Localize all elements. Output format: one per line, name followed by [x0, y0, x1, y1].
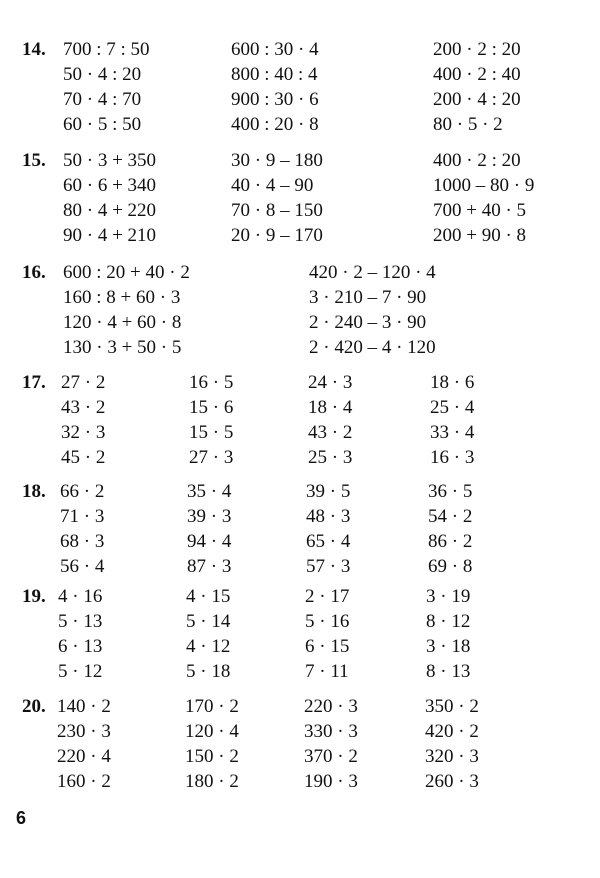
expression: 350 · 2 — [425, 696, 479, 717]
expression: 150 · 2 — [185, 746, 239, 767]
expression: 140 · 2 — [57, 696, 111, 717]
expression: 900 : 30 · 6 — [231, 89, 319, 110]
expression-column-3 — [304, 694, 358, 794]
expression: 20 · 9 – 170 — [231, 225, 323, 246]
expression-column-2 — [186, 584, 230, 684]
expression: 27 · 3 — [189, 447, 234, 468]
expression: 40 · 4 – 90 — [231, 175, 314, 196]
expression: 39 · 5 — [306, 481, 351, 502]
expression: 220 · 4 — [57, 746, 111, 767]
expression: 4 · 16 — [58, 586, 103, 607]
expression: 27 · 2 — [61, 372, 106, 393]
expression: 69 · 8 — [428, 556, 473, 577]
expression: 36 · 5 — [428, 481, 473, 502]
expression: 66 · 2 — [60, 481, 105, 502]
expression: 57 · 3 — [306, 556, 351, 577]
expression-column-1 — [57, 694, 111, 794]
expression-column-3 — [433, 37, 521, 137]
expression: 700 : 7 : 50 — [63, 39, 150, 60]
expression: 2 · 240 – 3 · 90 — [309, 312, 427, 333]
expression: 190 · 3 — [304, 771, 358, 792]
expression: 16 · 3 — [430, 447, 475, 468]
expression: 6 · 15 — [305, 636, 350, 657]
expression: 4 · 12 — [186, 636, 231, 657]
expression-column-1 — [58, 584, 102, 684]
expression: 5 · 18 — [186, 661, 231, 682]
expression: 68 · 3 — [60, 531, 105, 552]
exercise-number: 17. — [22, 372, 46, 393]
expression: 39 · 3 — [187, 506, 232, 527]
expression: 45 · 2 — [61, 447, 106, 468]
expression: 120 · 4 + 60 · 8 — [63, 312, 182, 333]
expression: 16 · 5 — [189, 372, 234, 393]
expression: 420 · 2 — [425, 721, 479, 742]
expression: 56 · 4 — [60, 556, 105, 577]
expression: 70 · 8 – 150 — [231, 200, 323, 221]
expression: 87 · 3 — [187, 556, 232, 577]
expression: 50 · 4 : 20 — [63, 64, 142, 85]
expression-column-4 — [426, 584, 470, 684]
expression: 80 · 5 · 2 — [433, 114, 503, 135]
expression-column-4 — [428, 479, 472, 579]
expression: 3 · 210 – 7 · 90 — [309, 287, 427, 308]
expression: 400 · 2 : 40 — [433, 64, 521, 85]
expression: 3 · 18 — [426, 636, 471, 657]
expression: 600 : 30 · 4 — [231, 39, 319, 60]
expression: 5 · 16 — [305, 611, 350, 632]
expression: 80 · 4 + 220 — [63, 200, 157, 221]
expression-column-4 — [425, 694, 479, 794]
exercise-number: 18. — [22, 481, 46, 502]
expression: 48 · 3 — [306, 506, 351, 527]
expression: 800 : 40 : 4 — [231, 64, 318, 85]
expression-column-1 — [63, 148, 156, 248]
expression: 1000 – 80 · 9 — [433, 175, 535, 196]
expression: 18 · 4 — [308, 397, 353, 418]
expression: 60 · 6 + 340 — [63, 175, 157, 196]
expression-column-1 — [63, 260, 190, 360]
expression: 200 · 2 : 20 — [433, 39, 521, 60]
expression: 130 · 3 + 50 · 5 — [63, 337, 182, 358]
expression: 15 · 6 — [189, 397, 234, 418]
expression: 30 · 9 – 180 — [231, 150, 323, 171]
expression-column-2 — [189, 370, 233, 470]
expression-column-1 — [60, 479, 104, 579]
expression: 200 · 4 : 20 — [433, 89, 521, 110]
expression: 2 · 420 – 4 · 120 — [309, 337, 436, 358]
expression: 18 · 6 — [430, 372, 475, 393]
expression: 5 · 14 — [186, 611, 231, 632]
expression-column-2 — [231, 148, 323, 248]
expression: 220 · 3 — [304, 696, 358, 717]
expression: 370 · 2 — [304, 746, 358, 767]
expression: 200 + 90 · 8 — [433, 225, 527, 246]
expression: 60 · 5 : 50 — [63, 114, 142, 135]
expression: 25 · 4 — [430, 397, 475, 418]
expression: 8 · 12 — [426, 611, 471, 632]
exercise-number: 16. — [22, 262, 46, 283]
expression: 180 · 2 — [185, 771, 239, 792]
expression-column-3 — [305, 584, 349, 684]
expression: 400 · 2 : 20 — [433, 150, 521, 171]
expression-column-3 — [306, 479, 350, 579]
expression: 54 · 2 — [428, 506, 473, 527]
expression: 70 · 4 : 70 — [63, 89, 142, 110]
expression: 260 · 3 — [425, 771, 479, 792]
expression-column-2 — [187, 479, 231, 579]
expression-column-2 — [231, 37, 319, 137]
expression: 35 · 4 — [187, 481, 232, 502]
expression: 3 · 19 — [426, 586, 471, 607]
expression: 94 · 4 — [187, 531, 232, 552]
expression: 65 · 4 — [306, 531, 351, 552]
exercise-number: 19. — [22, 586, 46, 607]
expression: 170 · 2 — [185, 696, 239, 717]
expression-column-1 — [61, 370, 105, 470]
expression: 700 + 40 · 5 — [433, 200, 527, 221]
exercise-number: 20. — [22, 696, 46, 717]
expression: 400 : 20 · 8 — [231, 114, 319, 135]
exercise-number: 15. — [22, 150, 46, 171]
expression: 420 · 2 – 120 · 4 — [309, 262, 436, 283]
expression: 8 · 13 — [426, 661, 471, 682]
expression: 600 : 20 + 40 · 2 — [63, 262, 190, 283]
expression: 230 · 3 — [57, 721, 111, 742]
expression: 24 · 3 — [308, 372, 353, 393]
expression-column-2 — [309, 260, 436, 360]
expression-column-2 — [185, 694, 239, 794]
expression: 120 · 4 — [185, 721, 239, 742]
expression-column-1 — [63, 37, 150, 137]
expression-column-3 — [308, 370, 352, 470]
expression: 6 · 13 — [58, 636, 103, 657]
expression: 43 · 2 — [308, 422, 353, 443]
expression: 33 · 4 — [430, 422, 475, 443]
expression: 7 · 11 — [305, 661, 349, 682]
expression: 320 · 3 — [425, 746, 479, 767]
expression: 330 · 3 — [304, 721, 358, 742]
expression: 86 · 2 — [428, 531, 473, 552]
expression: 5 · 13 — [58, 611, 103, 632]
expression-column-4 — [430, 370, 474, 470]
exercise-number: 14. — [22, 39, 46, 60]
expression: 4 · 15 — [186, 586, 231, 607]
expression: 90 · 4 + 210 — [63, 225, 157, 246]
expression: 5 · 12 — [58, 661, 103, 682]
expression: 50 · 3 + 350 — [63, 150, 157, 171]
expression: 160 : 8 + 60 · 3 — [63, 287, 181, 308]
expression: 71 · 3 — [60, 506, 105, 527]
page-number: 6 — [16, 808, 27, 828]
expression: 25 · 3 — [308, 447, 353, 468]
expression: 32 · 3 — [61, 422, 106, 443]
expression: 15 · 5 — [189, 422, 234, 443]
expression: 2 · 17 — [305, 586, 350, 607]
expression: 43 · 2 — [61, 397, 106, 418]
expression-column-3 — [433, 148, 534, 248]
expression: 160 · 2 — [57, 771, 111, 792]
